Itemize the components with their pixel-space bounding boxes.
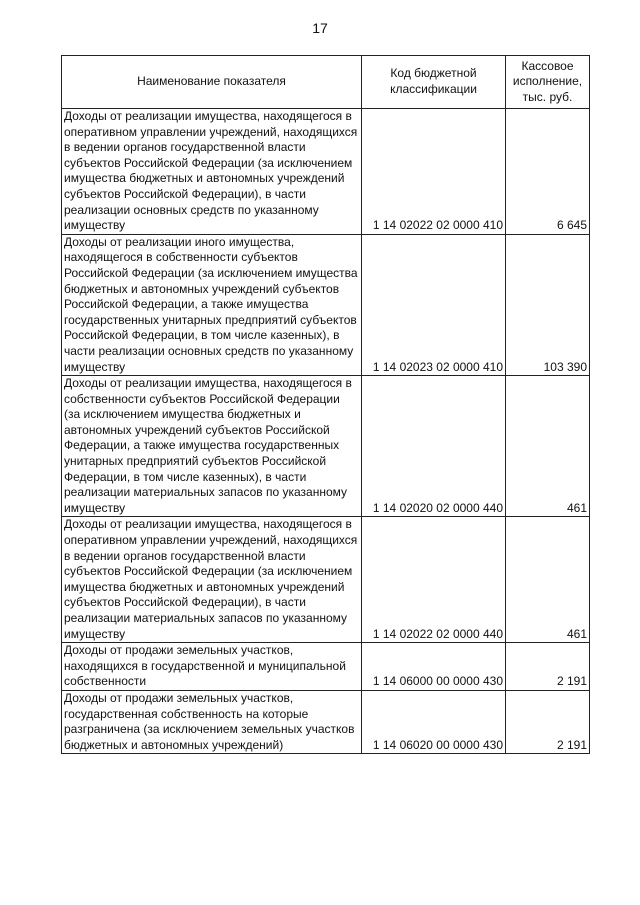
row-code: 1 14 02022 02 0000 410 [362,109,506,235]
row-code: 1 14 06020 00 0000 430 [362,690,506,753]
row-name: Доходы от продажи земельных участков, находящихся в государственной и муниципальной собственности [62,643,362,691]
row-amount: 461 [506,376,590,517]
table-row [62,109,590,235]
page-number: 17 [312,20,328,36]
table-row [62,234,590,375]
row-code: 1 14 06000 00 0000 430 [362,643,506,691]
row-code: 1 14 02020 02 0000 440 [362,376,506,517]
row-name: Доходы от реализации иного имущества, находящегося в собственности субъектов Российской Федерации (за исключением имущества бюджетных и автономных учреждений субъектов Российской Федерации, а также имущества государственных унитарных предприятий субъектов Российской Федерации, в том числе казенных), в части реализации основных средств по указанному имуществу [62,234,362,375]
row-name: Доходы от продажи земельных участков, государственная собственность на которые разграничена (за исключением земельных участков бюджетных и автономных учреждений) [62,690,362,753]
table-row [62,376,590,517]
table-row [62,517,590,643]
row-code: 1 14 02023 02 0000 410 [362,234,506,375]
row-amount: 461 [506,517,590,643]
row-name: Доходы от реализации имущества, находящегося в оперативном управлении учреждений, находящихся в ведении органов государственной власти субъектов Российской Федерации (за исключением имущества бюджетных и автономных учреждений субъектов Российской Федерации), в части реализации основных средств по указанному имуществу [62,109,362,235]
table-row [62,643,590,691]
row-name: Доходы от реализации имущества, находящегося в собственности субъектов Российской Федерации (за исключением имущества бюджетных и автономных учреждений субъектов Российской Федерации, а также имущества государственных унитарных предприятий субъектов Российской Федерации, в том числе казенных), в части реализации материальных запасов по указанному имуществу [62,376,362,517]
row-code: 1 14 02022 02 0000 440 [362,517,506,643]
row-amount: 103 390 [506,234,590,375]
header-amount: Кассовое исполнение, тыс. руб. [506,56,590,109]
budget-table [61,55,590,754]
table-row [62,690,590,753]
row-amount: 6 645 [506,109,590,235]
table-header-row [62,56,590,109]
header-code: Код бюджетной классификации [362,56,506,109]
row-name: Доходы от реализации имущества, находящегося в оперативном управлении учреждений, находящихся в ведении органов государственной власти субъектов Российской Федерации (за исключением имущества бюджетных и автономных учреждений субъектов Российской Федерации), в части реализации материальных запасов по указанному имуществу [62,517,362,643]
row-amount: 2 191 [506,690,590,753]
row-amount: 2 191 [506,643,590,691]
header-name: Наименование показателя [62,56,362,109]
